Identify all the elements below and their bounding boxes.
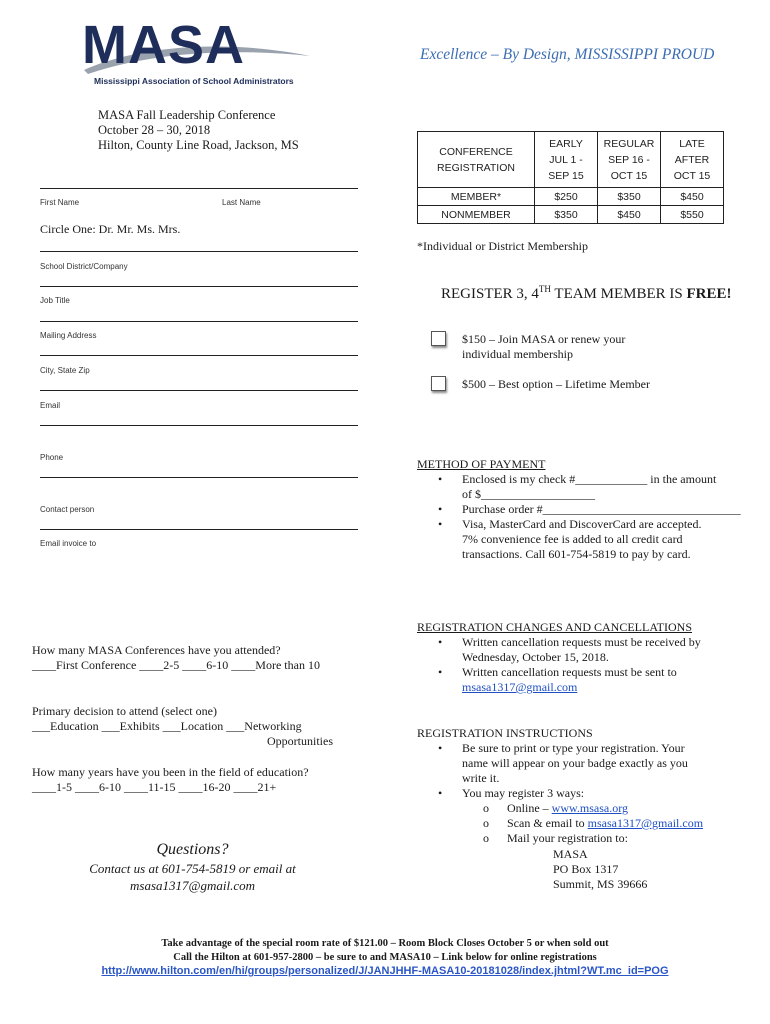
mail-address-line3: Summit, MS 39666 xyxy=(553,877,648,891)
conference-location: Hilton, County Line Road, Jackson, MS xyxy=(98,138,299,152)
online-prefix: Online – xyxy=(507,801,552,815)
fee-table-header-cell xyxy=(661,132,724,188)
mailing-address-label: Mailing Address xyxy=(40,331,97,340)
register-scan xyxy=(507,816,703,831)
payment-cards-line2: 7% convenience fee is added to all credit card xyxy=(462,532,683,546)
survey-q2-options[interactable]: ___Education ___Exhibits ___Location ___Networking xyxy=(32,719,302,733)
email-invoice-label: Email invoice to xyxy=(40,539,97,548)
table-cell: MEMBER* xyxy=(418,188,535,206)
header-text: REGISTRATION xyxy=(437,161,515,174)
questions-title: Questions? xyxy=(156,841,229,858)
instructions-line2: name will appear on your badge exactly as you xyxy=(462,756,688,770)
header-text: JUL 1 - xyxy=(549,153,583,166)
header-text: LATE xyxy=(679,137,705,150)
instructions-heading: REGISTRATION INSTRUCTIONS xyxy=(417,726,593,740)
fee-table-header-cell xyxy=(418,132,535,188)
footer-call-hilton: Call the Hilton at 601-957-2800 – be sure to and MASA10 – Link below for online registrations xyxy=(173,952,597,963)
table-cell: $250 xyxy=(535,188,598,206)
questions-block xyxy=(0,840,385,894)
instructions-ways: You may register 3 ways: xyxy=(462,786,585,800)
payment-heading: METHOD OF PAYMENT xyxy=(417,457,546,471)
conference-dates: October 28 – 30, 2018 xyxy=(98,123,211,137)
bullet-icon: • xyxy=(438,786,443,800)
team-offer-free: FREE! xyxy=(686,286,732,302)
payment-po: Purchase order #_________________________________ xyxy=(462,502,741,516)
footer-room-rate: Take advantage of the special room rate of $121.00 – Room Block Closes October 5 or when sold out xyxy=(161,938,609,949)
scan-prefix: Scan & email to xyxy=(507,816,588,830)
instructions-line3: write it. xyxy=(462,771,500,785)
header-text: OCT 15 xyxy=(610,169,648,182)
payment-check-line1: Enclosed is my check #____________ in the amount xyxy=(462,472,717,486)
cancel-line3: Written cancellation requests must be sent to xyxy=(462,665,677,679)
payment-cards-line3: transactions. Call 601-754-5819 to pay by card. xyxy=(462,547,691,561)
payment-cards-line1: Visa, MasterCard and DiscoverCard are accepted. xyxy=(462,517,702,531)
logo-wordmark: MASA xyxy=(82,15,245,75)
table-cell: $350 xyxy=(598,188,661,206)
join-masa-label-2: individual membership xyxy=(462,347,573,361)
sub-bullet-icon: o xyxy=(483,831,489,845)
phone-field-line[interactable] xyxy=(40,425,358,426)
survey-q1-options[interactable]: ____First Conference ____2-5 ____6-10 ____More than 10 xyxy=(32,658,320,672)
job-title-field-line[interactable] xyxy=(40,286,358,287)
header-text: EARLY xyxy=(549,137,583,150)
team-offer-heading xyxy=(441,284,732,303)
bullet-icon: • xyxy=(438,635,443,649)
header-text: AFTER xyxy=(674,153,710,166)
header-text: SEP 16 - xyxy=(608,153,650,166)
last-name-label: Last Name xyxy=(222,198,261,207)
city-state-zip-field-line[interactable] xyxy=(40,355,358,356)
city-state-zip-label: City, State Zip xyxy=(40,366,90,375)
team-offer-middle: TEAM MEMBER IS xyxy=(550,286,687,302)
cancellations-heading: REGISTRATION CHANGES AND CANCELLATIONS xyxy=(417,620,693,634)
sub-bullet-icon: o xyxy=(483,816,489,830)
questions-email: msasa1317@gmail.com xyxy=(130,878,255,893)
lifetime-member-label: $500 – Best option – Lifetime Member xyxy=(462,377,650,391)
first-name-label: First Name xyxy=(40,198,80,207)
footer-hilton-link[interactable]: http://www.hilton.com/en/hi/groups/personalized/J/JANJHHF-MASA10-20181028/index.jhtml?WT.mc_id=POG xyxy=(101,965,669,977)
join-masa-label-1: $150 – Join MASA or renew your xyxy=(462,332,626,346)
scan-email-link[interactable]: msasa1317@gmail.com xyxy=(587,816,704,830)
survey-q3: How many years have you been in the field of education? xyxy=(32,765,309,779)
bullet-icon: • xyxy=(438,502,443,516)
register-online xyxy=(507,801,628,816)
contact-person-label: Contact person xyxy=(40,505,95,514)
fee-table-header-cell xyxy=(598,132,661,188)
conference-name: MASA Fall Leadership Conference xyxy=(98,108,276,122)
table-cell: $450 xyxy=(598,206,661,224)
payment-check-line2: of $___________________ xyxy=(462,487,595,501)
title-circle-one: Circle One: Dr. Mr. Ms. Mrs. xyxy=(40,222,181,236)
bullet-icon: • xyxy=(438,472,443,486)
fee-table xyxy=(417,131,724,224)
district-label: School District/Company xyxy=(40,262,128,271)
online-link[interactable]: www.msasa.org xyxy=(551,801,628,815)
table-cell: $350 xyxy=(535,206,598,224)
register-mail: Mail your registration to: xyxy=(507,831,628,845)
logo-subtitle: Mississippi Association of School Administrators xyxy=(94,76,294,86)
header-text: CONFERENCE xyxy=(439,145,513,158)
table-cell: NONMEMBER xyxy=(418,206,535,224)
team-offer-prefix: REGISTER 3, 4 xyxy=(441,286,539,302)
email-invoice-field-line[interactable] xyxy=(40,529,358,530)
cancel-email-link[interactable]: msasa1317@gmail.com xyxy=(462,680,578,694)
cancel-line2: Wednesday, October 15, 2018. xyxy=(462,650,609,664)
membership-footnote: *Individual or District Membership xyxy=(417,239,588,253)
name-field-line[interactable] xyxy=(40,188,358,189)
fee-table-row-nonmember xyxy=(418,206,724,224)
survey-q1: How many MASA Conferences have you attended? xyxy=(32,643,281,657)
survey-q3-options[interactable]: ____1-5 ____6-10 ____11-15 ____16-20 ____21+ xyxy=(32,780,277,794)
join-masa-checkbox[interactable] xyxy=(431,331,446,346)
questions-contact-line: Contact us at 601-754-5819 or email at xyxy=(89,861,296,876)
mail-address-line1: MASA xyxy=(553,847,588,861)
table-cell: $450 xyxy=(661,188,724,206)
cancel-line1: Written cancellation requests must be received by xyxy=(462,635,701,649)
header-text: SEP 15 xyxy=(548,169,584,182)
contact-person-field-line[interactable] xyxy=(40,477,358,478)
survey-q2-options-cont: Opportunities xyxy=(267,734,333,748)
lifetime-member-checkbox[interactable] xyxy=(431,376,446,391)
phone-label: Phone xyxy=(40,453,64,462)
sub-bullet-icon: o xyxy=(483,801,489,815)
instructions-line1: Be sure to print or type your registration. Your xyxy=(462,741,685,755)
header-text: REGULAR xyxy=(603,137,655,150)
mailing-address-field-line[interactable] xyxy=(40,321,358,322)
masa-logo xyxy=(82,15,312,90)
team-offer-sup: TH xyxy=(538,284,551,294)
bullet-icon: • xyxy=(438,741,443,755)
bullet-icon: • xyxy=(438,517,443,531)
header-text: OCT 15 xyxy=(673,169,711,182)
job-title-label: Job Title xyxy=(40,296,70,305)
fee-table-header-row xyxy=(418,132,724,188)
district-field-line[interactable] xyxy=(40,251,358,252)
table-cell: $550 xyxy=(661,206,724,224)
fee-table-header-cell xyxy=(535,132,598,188)
fee-table-row-member xyxy=(418,188,724,206)
email-label: Email xyxy=(40,401,61,410)
email-field-line[interactable] xyxy=(40,390,358,391)
tagline: Excellence – By Design, MISSISSIPPI PROUD xyxy=(420,46,715,63)
mail-address-line2: PO Box 1317 xyxy=(553,862,619,876)
bullet-icon: • xyxy=(438,665,443,679)
survey-q2: Primary decision to attend (select one) xyxy=(32,704,217,718)
